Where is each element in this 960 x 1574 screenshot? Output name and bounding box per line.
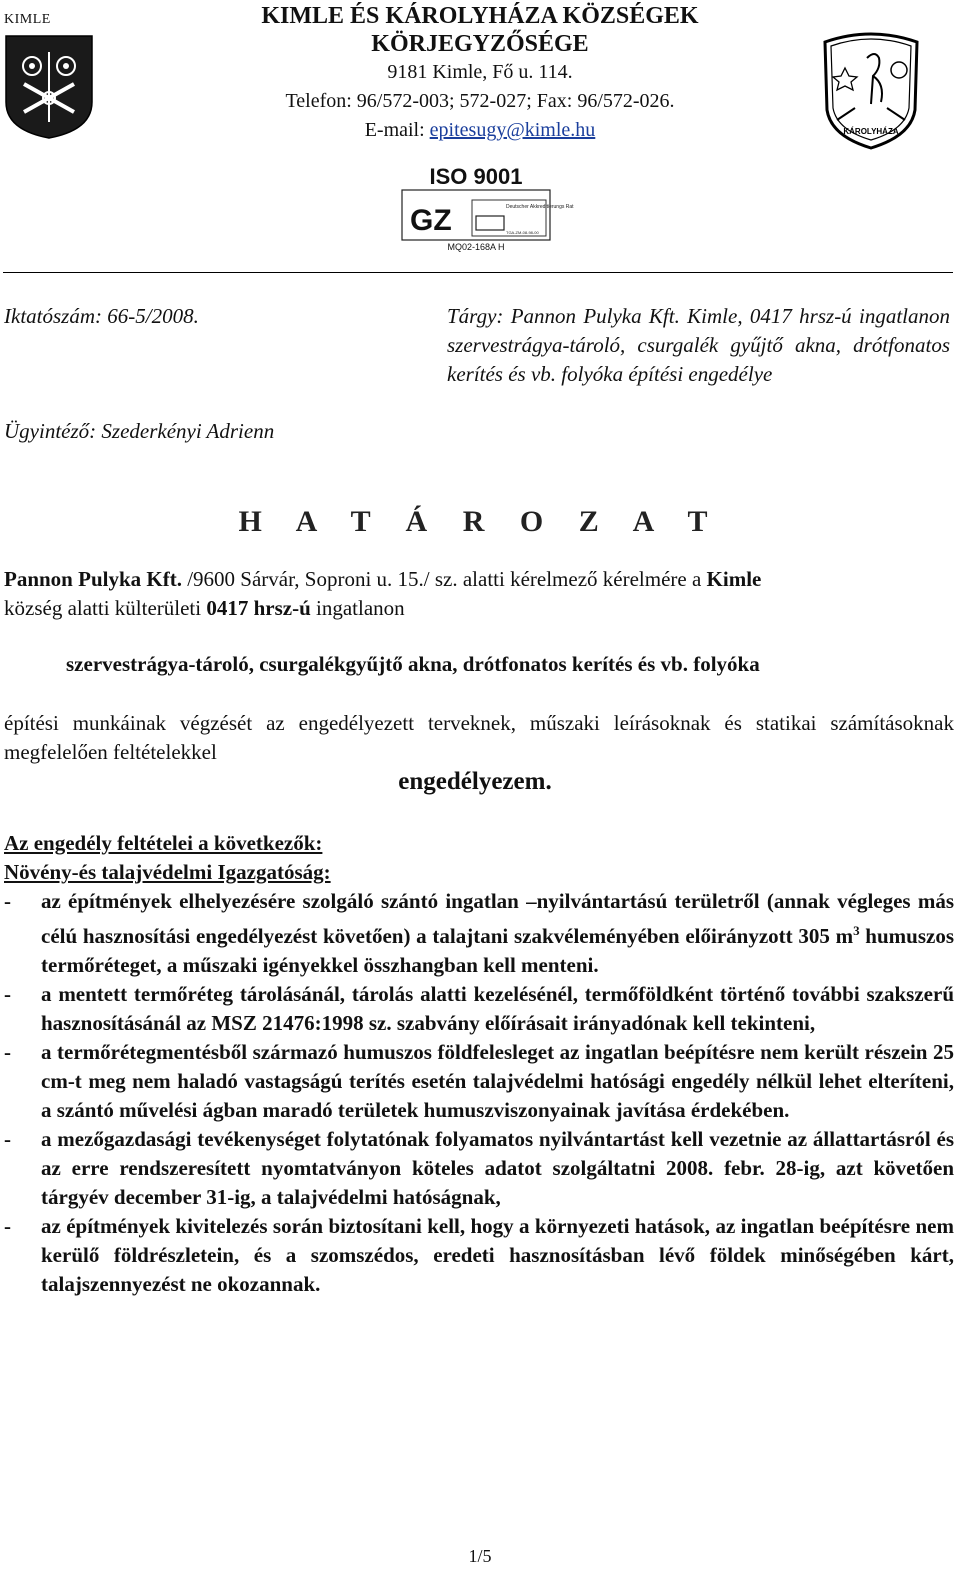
org-name-line1: KIMLE ÉS KÁROLYHÁZA KÖZSÉGEK [261, 3, 699, 29]
file-number: Iktatószám: 66-5/2008. [4, 304, 199, 328]
org-name-line2: KÖRJEGYZŐSÉGE [371, 31, 589, 57]
email-link[interactable]: epitesugy@kimle.hu [429, 119, 596, 141]
conditions-list [4, 887, 954, 1299]
intro-text-1: /9600 Sárvár, Soproni u. 15./ sz. alatti kérelmező kérelmére a [181, 567, 707, 591]
list-item: - a mezőgazdasági tevékenységet folytatónak folyamatos nyilvántartást kell vezetnie az állattartásról és az erre rendszeresített nyomtatványon köteles adatot szolgáltatni 2008. febr. 28-ig, azt követően tárgyév december 31-ig, a talajvédelmi hatóságnak, [4, 1127, 954, 1209]
conditions-heading: Az engedély feltételei a következők: [4, 831, 323, 855]
subject: Tárgy: Pannon Pulyka Kft. Kimle, 0417 hrsz-ú ingatlanon szervestrágya-tároló, csurgalék gyűjtő akna, drótfonatos kerítés és vb. folyóka építési engedélye [447, 304, 950, 386]
iso-cert-text: Deutscher Akkreditierungs Rat [506, 204, 574, 210]
authority-heading: Növény-és talajvédelmi Igazgatóság: [4, 860, 331, 884]
applicant-name: Pannon Pulyka Kft. [4, 567, 182, 591]
issuer-header [150, 2, 810, 145]
header-divider [3, 272, 953, 273]
kimle-emblem-label: KIMLE [4, 12, 51, 27]
kimle-coat-of-arms [4, 12, 94, 140]
iso-title: ISO 9001 [429, 164, 523, 189]
list-item: - az építmények elhelyezésére szolgáló szántó ingatlan –nyilvántartású területről (annak végleges más célú hasznosítási engedélyezést követően) a talajtani szakvéleményében előirányzott 305 $m^3$ humuszos termőréteget, a műszaki igényekkel összhangban kell menteni. [4, 889, 954, 977]
list-item: - az építmények kivitelezés során biztosítani kell, hogy a környezeti hatások, az ingatlan beépítésre nem kerülő földrészletein, és a szomszédos, eredeti hasznosításban lévő földek minőségében kárt, talajszennyezést ne okozannak. [4, 1214, 954, 1296]
superscript: 3 [853, 923, 860, 938]
grant-statement: engedélyezem. [398, 768, 552, 795]
org-email-line [150, 116, 810, 145]
iso-code: TGA-ZM-08-98-00 [506, 230, 539, 235]
page-number: 1/5 [468, 1546, 492, 1566]
intro-paragraph [4, 565, 954, 623]
list-item: - a mentett termőréteg tárolásánál, tárolás alatti kezelésénél, termőföldként történő további szakszerű hasznosításánál az MSZ 21476:1998 sz. szabvány előírásait irányadónak kell tekinteni, [4, 982, 954, 1035]
email-label: E-mail: [364, 119, 425, 141]
intro-text-2: község alatti külterületi [4, 596, 207, 620]
document-title: H A T Á R O Z A T [238, 505, 722, 538]
karolyhaza-emblem-label: KÁROLYHÁZA [843, 127, 899, 136]
svg-text:GZ: GZ [410, 204, 452, 237]
karolyhaza-coat-of-arms [815, 24, 927, 152]
org-address: 9181 Kimle, Fő u. 114. [387, 61, 573, 83]
approval-paragraph: építési munkáinak végzését az engedélyezett terveknek, műszaki leírásoknak és statikai számításoknak megfelelően feltételekkel [4, 711, 954, 764]
iso-9001-logo [398, 162, 574, 254]
iso-ref: MQ02-168A H [447, 242, 505, 252]
intro-text-3: ingatlanon [310, 596, 405, 620]
municipality-name: Kimle [706, 567, 762, 591]
works-description: szervestrágya-tároló, csurgalékgyűjtő akna, drótfonatos kerítés és vb. folyóka [66, 652, 760, 676]
parcel-number: 0417 hrsz-ú [206, 596, 311, 620]
org-phone: Telefon: 96/572-003; 572-027; Fax: 96/572-026. [285, 90, 675, 112]
list-item: - a termőrétegmentésből származó humuszos földfelesleget az ingatlan beépítésre nem került részein 25 cm-t meg nem haladó vastagságú terítés esetén talajvédelmi hatósági engedély nélkül lehet elteríteni, a szántó művelési ágban maradó területek humuszviszonyainak javítása érdekében. [4, 1040, 954, 1122]
case-officer: Ügyintéző: Szederkényi Adrienn [4, 419, 275, 443]
